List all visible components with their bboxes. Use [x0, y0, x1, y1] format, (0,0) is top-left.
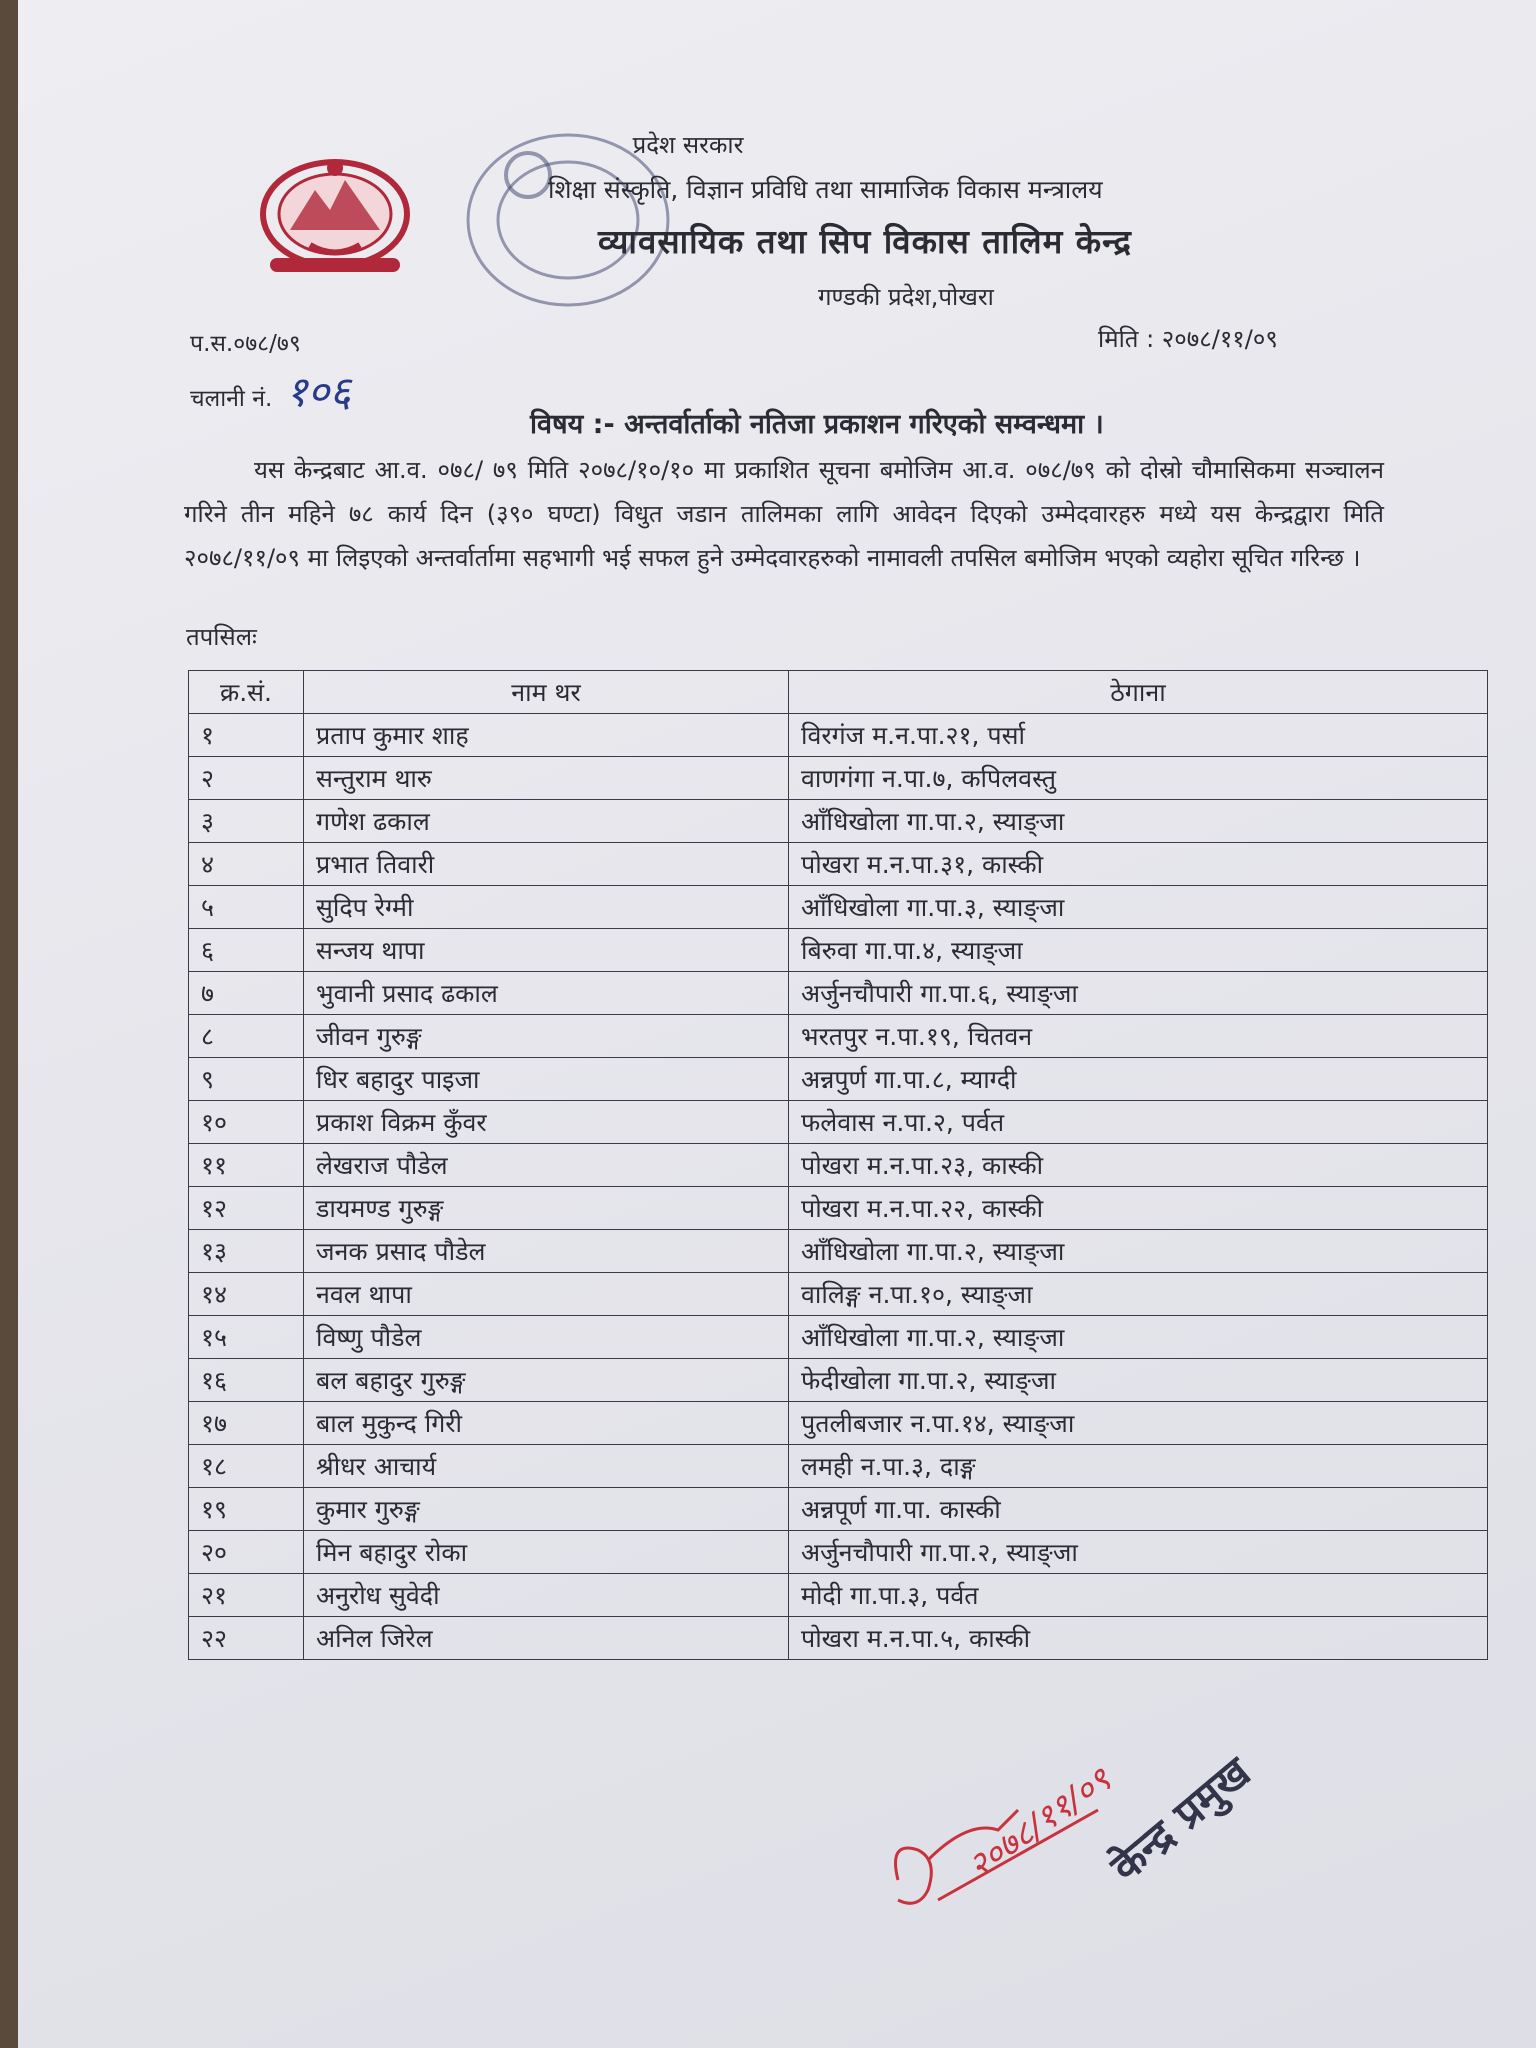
table-row	[189, 1574, 1488, 1617]
subject-line: विषय :- अन्तर्वार्ताको नतिजा प्रकाशन गरिएको सम्वन्धमा ।	[530, 409, 1104, 440]
row-serial: ६	[189, 929, 304, 972]
table-row	[189, 1015, 1488, 1058]
row-address: फेदीखोला गा.पा.२, स्याङ्जा	[789, 1359, 1488, 1402]
document-page	[18, 0, 1536, 2048]
row-serial: ७	[189, 972, 304, 1015]
row-name: प्रताप कुमार शाह	[304, 714, 789, 757]
row-address: मोदी गा.पा.३, पर्वत	[789, 1574, 1488, 1617]
table-row	[189, 886, 1488, 929]
row-address: आँधिखोला गा.पा.२, स्याङ्जा	[789, 1230, 1488, 1273]
dispatch-number-value: १०६	[285, 367, 352, 416]
row-address: पुतलीबजार न.पा.१४, स्याङ्जा	[789, 1402, 1488, 1445]
row-name: जीवन गुरुङ्ग	[304, 1015, 789, 1058]
row-serial: ८	[189, 1015, 304, 1058]
table-row	[189, 1402, 1488, 1445]
row-name: अनुरोध सुवेदी	[304, 1574, 789, 1617]
table-row	[189, 1058, 1488, 1101]
table-row	[189, 1101, 1488, 1144]
table-row	[189, 1316, 1488, 1359]
row-address: आँधिखोला गा.पा.२, स्याङ्जा	[789, 1316, 1488, 1359]
row-serial: ९	[189, 1058, 304, 1101]
row-serial: ४	[189, 843, 304, 886]
row-serial: १९	[189, 1488, 304, 1531]
row-address: वालिङ्ग न.पा.१०, स्याङ्जा	[789, 1273, 1488, 1316]
row-name: सुदिप रेग्मी	[304, 886, 789, 929]
table-row	[189, 1359, 1488, 1402]
row-name: अनिल जिरेल	[304, 1617, 789, 1660]
nepal-emblem-icon	[250, 150, 420, 280]
header-ministry: शिक्षा संस्कृति, विज्ञान प्रविधि तथा सामाजिक विकास मन्त्रालय	[548, 175, 1103, 204]
row-serial: २०	[189, 1531, 304, 1574]
header-line-1: प्रदेश सरकार	[632, 131, 744, 159]
row-serial: ११	[189, 1144, 304, 1187]
row-name: विष्णु पौडेल	[304, 1316, 789, 1359]
row-serial: १२	[189, 1187, 304, 1230]
table-row	[189, 1531, 1488, 1574]
table-row	[189, 1144, 1488, 1187]
row-name: कुमार गुरुङ्ग	[304, 1488, 789, 1531]
table-row	[189, 1230, 1488, 1273]
row-name: श्रीधर आचार्य	[304, 1445, 789, 1488]
row-name: धिर बहादुर पाइजा	[304, 1058, 789, 1101]
fiscal-reference: प.स.०७८/७९	[190, 331, 301, 357]
row-name: लेखराज पौडेल	[304, 1144, 789, 1187]
row-serial: २१	[189, 1574, 304, 1617]
row-address: फलेवास न.पा.२, पर्वत	[789, 1101, 1488, 1144]
candidate-table	[188, 670, 1488, 1660]
row-name: सन्तुराम थारु	[304, 757, 789, 800]
row-serial: १	[189, 714, 304, 757]
body-paragraph: यस केन्द्रबाट आ.व. ०७८/ ७९ मिति २०७८/१०/१० मा प्रकाशित सूचना बमोजिम आ.व. ०७८/७९ को दोस्रो चौमासिकमा सञ्चालन गरिने तीन महिने ७८ कार्य दिन (३९० घण्टा) विधुत जडान तालिमका लागि आवेदन दिएको उम्मेदवारहरु मध्ये यस केन्द्रद्वारा मिति २०७८/११/०९ मा लिइएको अन्तर्वार्तामा सहभागी भई सफल हुने उम्मेदवारहरुको नामावली तपसिल बमोजिम भएको व्यहोरा सूचित गरिन्छ ।	[184, 456, 1384, 572]
row-address: पोखरा म.न.पा.५, कास्की	[789, 1617, 1488, 1660]
row-name: नवल थापा	[304, 1273, 789, 1316]
table-row	[189, 1445, 1488, 1488]
row-serial: १३	[189, 1230, 304, 1273]
row-serial: ५	[189, 886, 304, 929]
list-label: तपसिलः	[186, 623, 257, 651]
row-address: भरतपुर न.पा.१९, चितवन	[789, 1015, 1488, 1058]
row-address: अर्जुनचौपारी गा.पा.२, स्याङ्जा	[789, 1531, 1488, 1574]
column-header-address: ठेगाना	[789, 671, 1488, 714]
table-row	[189, 800, 1488, 843]
row-address: पोखरा म.न.पा.२२, कास्की	[789, 1187, 1488, 1230]
row-address: अन्नपूर्ण गा.पा. कास्की	[789, 1488, 1488, 1531]
header-center-name: व्यावसायिक तथा सिप विकास तालिम केन्द्र	[598, 222, 1132, 261]
row-name: डायमण्ड गुरुङ्ग	[304, 1187, 789, 1230]
row-address: लमही न.पा.३, दाङ्ग	[789, 1445, 1488, 1488]
dispatch-number	[190, 362, 351, 419]
row-serial: १८	[189, 1445, 304, 1488]
table-row	[189, 1488, 1488, 1531]
row-serial: २२	[189, 1617, 304, 1660]
signature-date: २०७८/११/०९	[960, 1759, 1119, 1887]
table-row	[189, 714, 1488, 757]
row-name: प्रभात तिवारी	[304, 843, 789, 886]
table-header-row	[189, 671, 1488, 714]
table-row	[189, 972, 1488, 1015]
row-address: बिरुवा गा.पा.४, स्याङ्जा	[789, 929, 1488, 972]
row-serial: १४	[189, 1273, 304, 1316]
header-location: गण्डकी प्रदेश,पोखरा	[818, 283, 994, 311]
column-header-name: नाम थर	[304, 671, 789, 714]
table-row	[189, 757, 1488, 800]
table-row	[189, 929, 1488, 972]
row-address: आँधिखोला गा.पा.३, स्याङ्जा	[789, 886, 1488, 929]
row-name: बल बहादुर गुरुङ्ग	[304, 1359, 789, 1402]
row-name: सन्जय थापा	[304, 929, 789, 972]
row-name: मिन बहादुर रोका	[304, 1531, 789, 1574]
row-address: विरगंज म.न.पा.२१, पर्सा	[789, 714, 1488, 757]
row-address: अन्नपुर्ण गा.पा.८, म्याग्दी	[789, 1058, 1488, 1101]
row-name: बाल मुकुन्द गिरी	[304, 1402, 789, 1445]
row-serial: १०	[189, 1101, 304, 1144]
table-row	[189, 1273, 1488, 1316]
row-address: वाणगंगा न.पा.७, कपिलवस्तु	[789, 757, 1488, 800]
row-address: पोखरा म.न.पा.२३, कास्की	[789, 1144, 1488, 1187]
document-date: मिति : २०७८/११/०९	[1098, 325, 1278, 353]
row-serial: १५	[189, 1316, 304, 1359]
row-name: जनक प्रसाद पौडेल	[304, 1230, 789, 1273]
dispatch-label: चलानी नं.	[190, 386, 273, 412]
row-serial: १७	[189, 1402, 304, 1445]
row-address: पोखरा म.न.पा.३१, कास्की	[789, 843, 1488, 886]
row-address: अर्जुनचौपारी गा.पा.६, स्याङ्जा	[789, 972, 1488, 1015]
table-row	[189, 1617, 1488, 1660]
row-name: भुवानी प्रसाद ढकाल	[304, 972, 789, 1015]
row-name: गणेश ढकाल	[304, 800, 789, 843]
column-header-sn: क्र.सं.	[189, 671, 304, 714]
signature-title: केन्द्र प्रमुख	[1101, 1747, 1260, 1892]
row-address: आँधिखोला गा.पा.२, स्याङ्जा	[789, 800, 1488, 843]
row-serial: २	[189, 757, 304, 800]
row-name: प्रकाश विक्रम कुँवर	[304, 1101, 789, 1144]
table-row	[189, 1187, 1488, 1230]
row-serial: १६	[189, 1359, 304, 1402]
row-serial: ३	[189, 800, 304, 843]
table-row	[189, 843, 1488, 886]
